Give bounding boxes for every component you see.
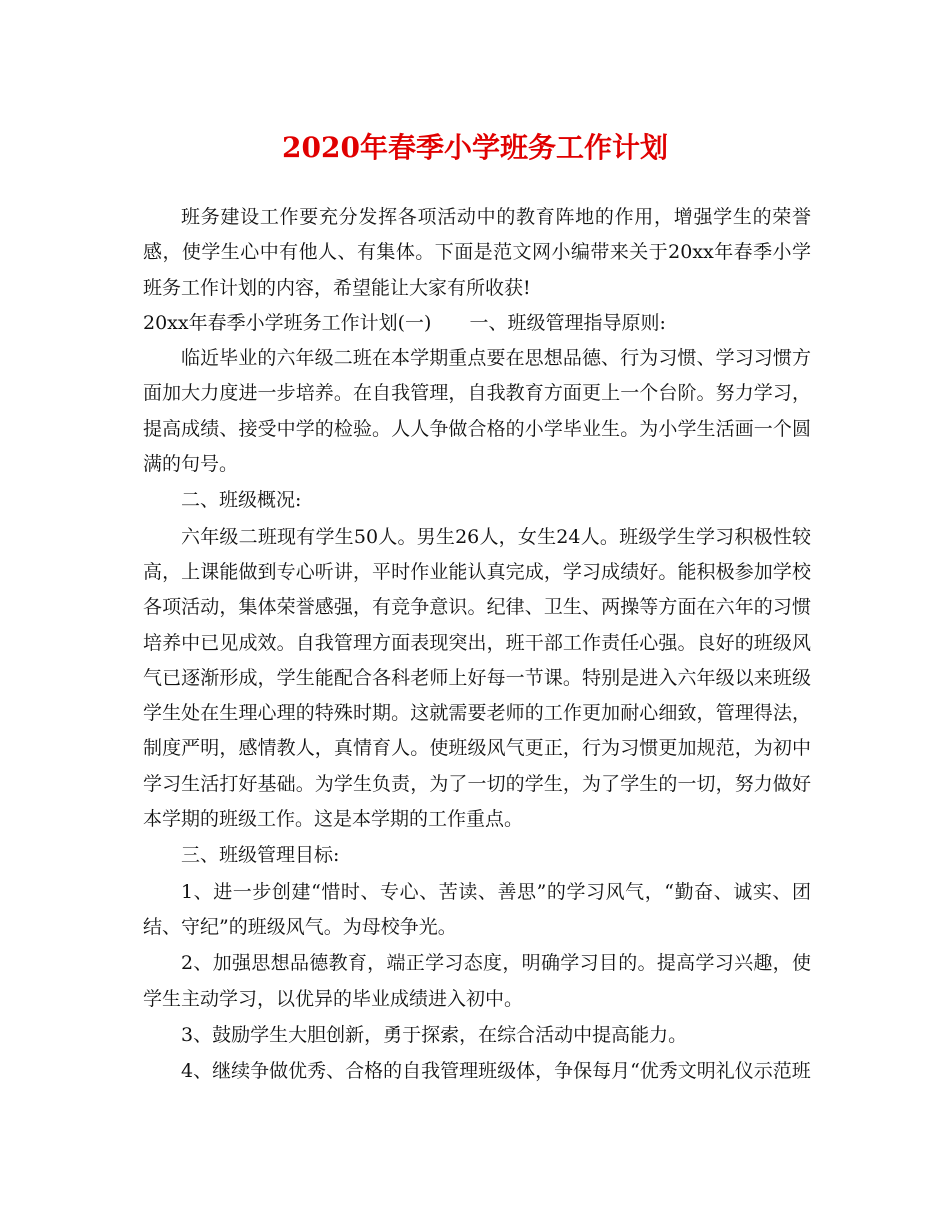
goal-item-4: 4、继续争做优秀、合格的自我管理班级体，争保每月“优秀文明礼仪示范班 [181,1060,811,1083]
overview-paragraph: 六年级二班现有学生50人。男生26人，女生24人。班级学生学习积极性较高，上课能做到专心听讲，平时作业能认真完成，学习成绩好。能积极参加学校各项活动，集体荣誉感强，有竞争意识。纪律、卫生、两操等方面在六年的习惯培养中已见成效。自我管理方面表现突出，班干部工作责任心强。良好的班级风气已逐渐形成，学生能配合各科老师上好每一节课。特别是进入六年级以来班级学生处在生理心理的特殊时期。这就需要老师的工作更加耐心细致，管理得法，制度严明，感情教人，真情育人。使班级风气更正，行为习惯更加规范，为初中学习生活打好基础。为学生负责，为了一切的学生，为了学生的一切，努力做好本学期的班级工作。这是本学期的工作重点。 [143,525,811,831]
goal-item-2: 2、加强思想品德教育，端正学习态度，明确学习目的。提高学习兴趣，使学生主动学习，以优异的毕业成绩进入初中。 [143,952,811,1010]
document-body [143,200,811,1089]
goal-item-1: 1、进一步创建“惜时、专心、苦读、善思”的学习风气，“勤奋、诚实、团结、守纪”的班级风气。为母校争光。 [143,880,811,938]
document-title: 2020年春季小学班务工作计划 [282,131,668,164]
heading-principles: 一、班级管理指导原则: [469,311,666,334]
intro-paragraph: 班务建设工作要充分发挥各项活动中的教育阵地的作用，增强学生的荣誉感，使学生心中有他人、有集体。下面是范文网小编带来关于20xx年春季小学班务工作计划的内容，希望能让大家有所收获! [143,206,811,299]
plan-subtitle: 20xx年春季小学班务工作计划(一) [143,311,432,334]
heading-goals: 三、班级管理目标: [181,844,340,867]
section-heading-line [143,306,811,341]
heading-overview: 二、班级概况: [181,489,302,512]
principles-paragraph: 临近毕业的六年级二班在本学期重点要在思想品德、行为习惯、学习习惯方面加大力度进一步培养。在自我管理，自我教育方面更上一个台阶。努力学习，提高成绩、接受中学的检验。人人争做合格的小学毕业生。为小学生活画一个圆满的句号。 [143,347,811,476]
goal-item-3: 3、鼓励学生大胆创新，勇于探索，在综合活动中提高能力。 [181,1023,688,1046]
